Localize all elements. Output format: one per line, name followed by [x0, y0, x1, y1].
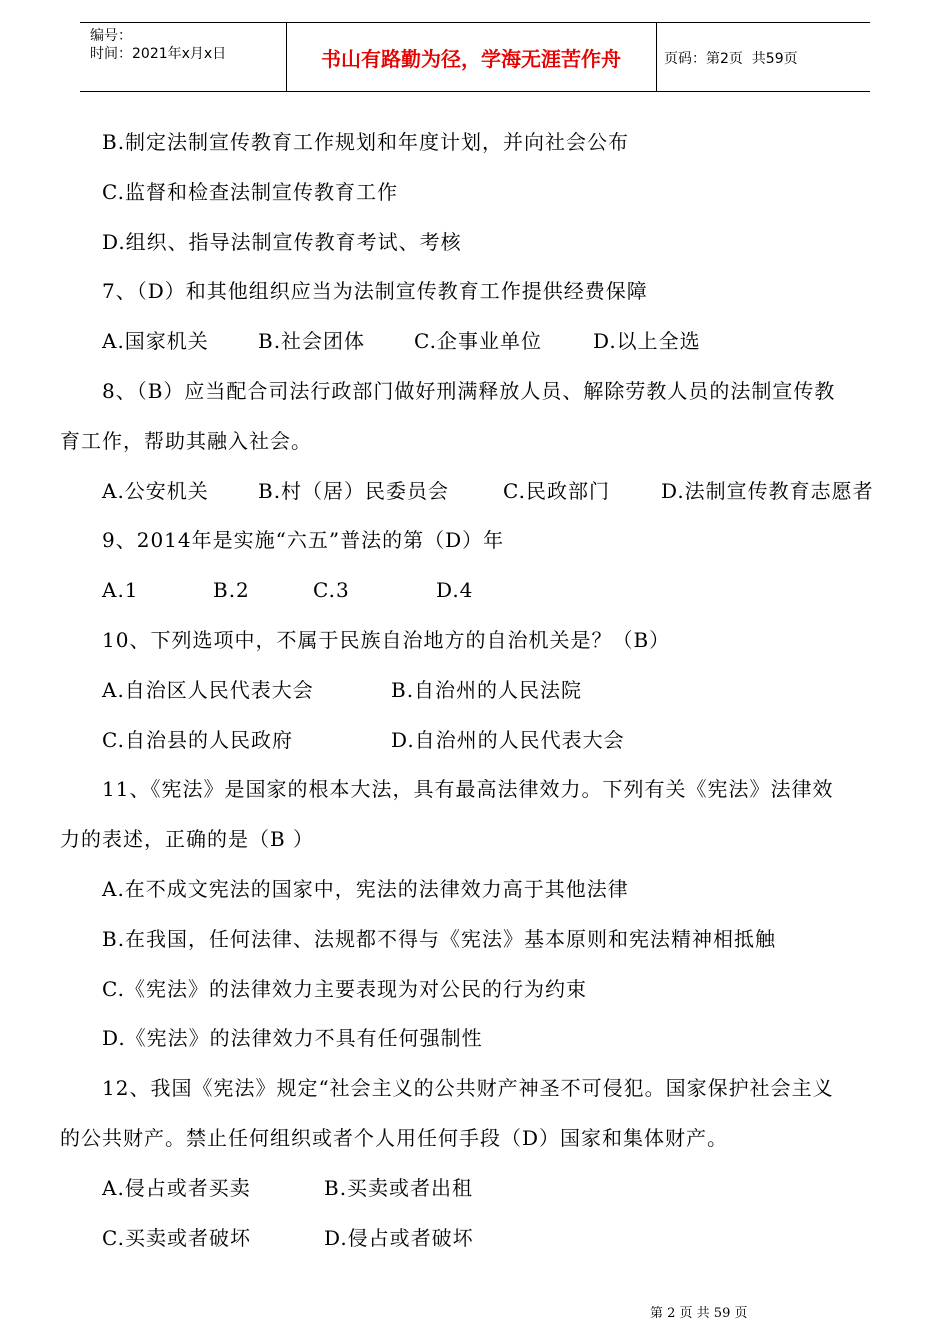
- answer-option: C.3: [313, 578, 350, 603]
- text-line: 育工作，帮助其融入社会。: [60, 428, 312, 453]
- answer-options: [60, 467, 900, 517]
- answer-option: A.侵占或者买卖: [102, 1175, 251, 1200]
- answer-options: [60, 317, 900, 367]
- answer-option: C.自治县的人民政府: [102, 727, 293, 752]
- answer-option: D.自治州的人民代表大会: [391, 727, 625, 752]
- text-line: 力的表述，正确的是（B ）: [60, 827, 315, 852]
- text-line: B.制定法制宣传教育工作规划和年度计划，并向社会公布: [102, 130, 630, 154]
- answer-option: A.自治区人民代表大会: [102, 677, 314, 702]
- answer-option: B.2: [213, 578, 250, 603]
- answer-option: D.以上全选: [593, 329, 701, 354]
- text-line: 11、《宪法》是国家的根本大法，具有最高法律效力。下列有关《宪法》法律效: [102, 777, 834, 802]
- answer-option: C.企事业单位: [414, 329, 542, 354]
- answer-options: [60, 716, 900, 766]
- text-line: 12、我国《宪法》规定“社会主义的公共财产神圣不可侵犯。国家保护社会主义: [102, 1076, 834, 1101]
- text-line: D.《宪法》的法律效力不具有任何强制性: [102, 1026, 483, 1051]
- text-line: 7、（D）和其他组织应当为法制宣传教育工作提供经费保障: [102, 279, 648, 304]
- answer-option: D.侵占或者破坏: [324, 1225, 474, 1250]
- answer-option: D.法制宣传教育志愿者: [661, 478, 874, 503]
- answer-option: A.公安机关: [102, 478, 209, 503]
- document-time-label: 时间：2021年x月x日: [90, 46, 227, 62]
- text-line: C.监督和检查法制宣传教育工作: [102, 179, 398, 204]
- answer-options: [60, 566, 900, 616]
- text-line: 8、（B）应当配合司法行政部门做好刑满释放人员、解除劳教人员的法制宣传教: [102, 378, 836, 403]
- text-line: 的公共财产。禁止任何组织或者个人用任何手段（D）国家和集体财产。: [60, 1125, 729, 1150]
- answer-option: B.买卖或者出租: [324, 1175, 474, 1200]
- answer-option: B.村（居）民委员会: [258, 478, 450, 503]
- answer-options: [60, 1214, 900, 1264]
- answer-options: [60, 1164, 900, 1214]
- text-line: D.组织、指导法制宣传教育考试、考核: [102, 229, 462, 254]
- answer-option: B.社会团体: [258, 329, 366, 354]
- text-line: C.《宪法》的法律效力主要表现为对公民的行为约束: [102, 976, 587, 1001]
- page-footer: 第 2 页 共 59 页: [650, 1306, 748, 1321]
- text-line: 9、2014年是实施“六五”普法的第（D）年: [102, 528, 505, 553]
- answer-options: [60, 666, 900, 716]
- document-number-label: 编号：: [90, 28, 132, 44]
- text-line: 10、下列选项中，不属于民族自治地方的自治机关是？（B）: [102, 627, 671, 652]
- answer-option: A.1: [102, 578, 139, 603]
- header-motto: 书山有路勤为径，学海无涯苦作舟: [321, 46, 621, 71]
- page-header: [80, 22, 870, 92]
- text-line: A.在不成文宪法的国家中，宪法的法律效力高于其他法律: [102, 876, 629, 901]
- answer-option: A.国家机关: [102, 329, 209, 354]
- header-divider: [656, 23, 657, 91]
- header-meta: [90, 27, 226, 63]
- answer-option: C.民政部门: [503, 478, 610, 503]
- text-line: B.在我国，任何法律、法规都不得与《宪法》基本原则和宪法精神相抵触: [102, 926, 777, 951]
- document-body: [60, 118, 900, 1263]
- answer-option: D.4: [436, 578, 474, 603]
- header-page-number: 页码：第2页 共59页: [664, 51, 798, 67]
- answer-option: B.自治州的人民法院: [391, 677, 583, 702]
- answer-option: C.买卖或者破坏: [102, 1225, 251, 1250]
